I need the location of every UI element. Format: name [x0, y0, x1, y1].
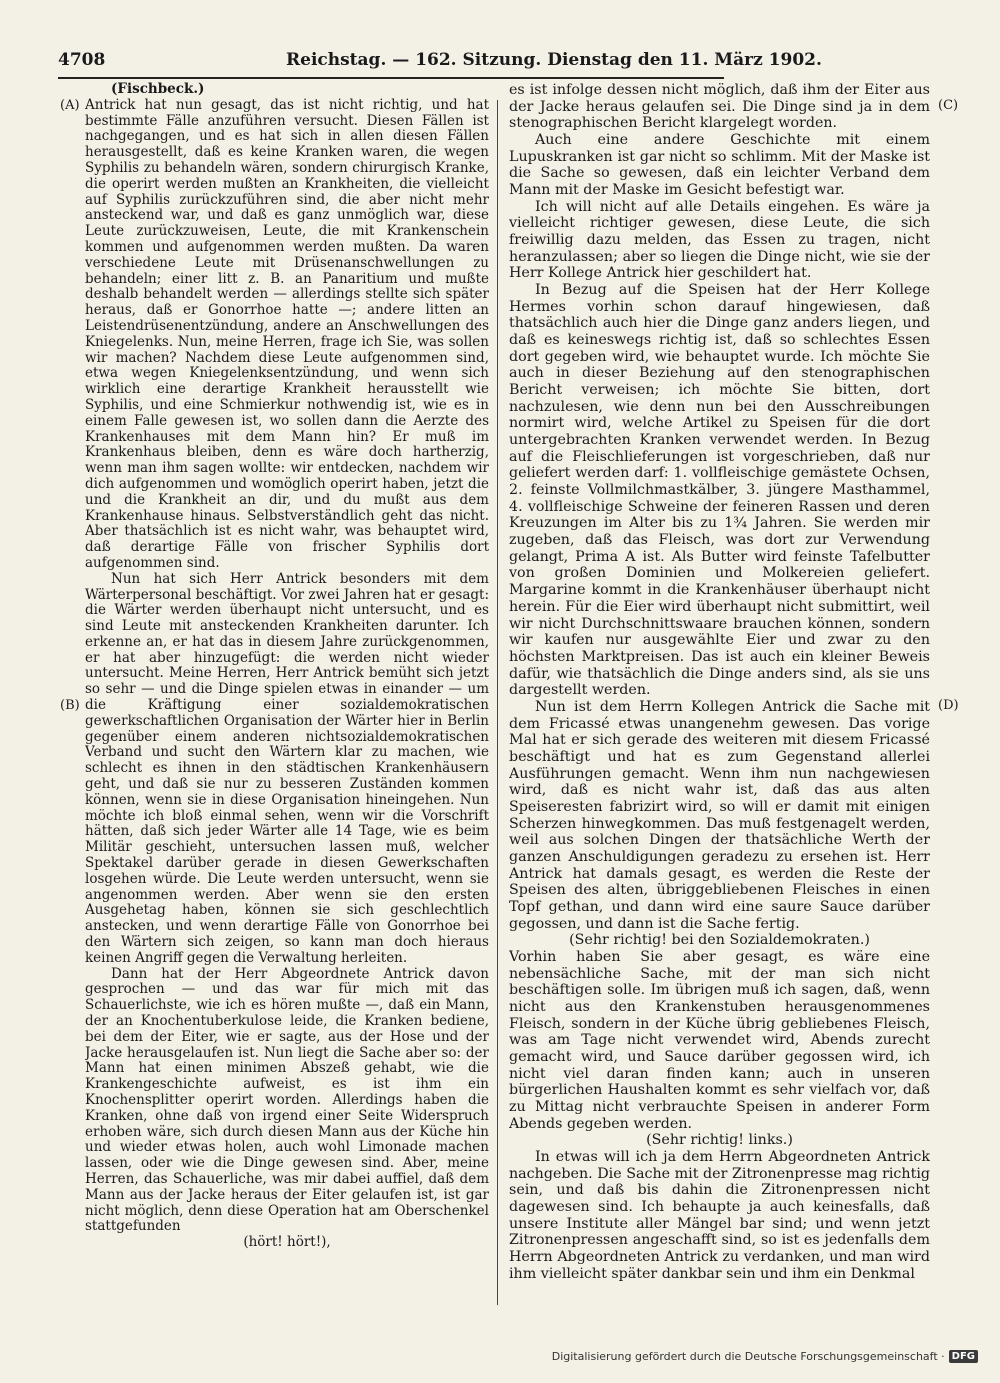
right-column — [509, 82, 930, 1303]
digitization-footer — [552, 1350, 978, 1363]
page-header — [58, 47, 822, 79]
paragraph: Antrick hat nun gesagt, das ist nicht richtig, und hat bestimmte Fälle anzuführen versucht. Diesen Fällen ist nachgegangen, und es hat sich in allen diesen Fällen herausgestellt, daß es keine Kranken waren, die wegen Syphilis zu behandeln wären, sondern chirurgisch Kranke, die operirt werden mußten an Krankheiten, die vielleicht auf Syphilis zurückzuführen sind, die aber nicht mehr ansteckend war, und daß es ganz unmöglich war, diese Leute zurückzuweisen, Leute, die mit Krankenschein kommen und aufgenommen werden mußten. Da waren verschiedene Leute mit Drüsenanschwellungen zu behandeln; einer litt z. B. an Panaritium und mußte deshalb behandelt werden — allerdings stellte sich später heraus, daß er Gonorrhoe hatte —; andere litten an Leistendrüsenentzündung, andere an Anschwellungen des Kniegelenks. Nun, meine Herren, frage ich Sie, was sollen wir machen? Nachdem diese Leute aufgenommen sind, etwa wegen Kniegelenksentzündung, und wenn sich wirklich eine derartige Krankheit herausstellt wie Syphilis, und eine Schmierkur nothwendig ist, wie es in einem Falle gewesen ist, wo sollen dann die Aerzte des Krankenhauses mit dem Mann hin? Er muß im Krankenhaus bleiben, denn es wäre doch hartherzig, wenn man ihm sagen wollte: wir entdecken, nachdem wir dich aufgenommen und womöglich operirt haben, jetzt die und die Krankheit an dir, und du mußt aus dem Krankenhause hinaus. Selbstverständlich geht das nicht. Aber thatsächlich ist es nicht wahr, was behauptet wird, daß derartige Fälle von frischer Syphilis dort aufgenommen sind. — [85, 96, 489, 571]
interjection: (Sehr richtig! links.) — [646, 1132, 793, 1149]
margin-marker-c: (C) — [938, 98, 959, 113]
interjection: (Sehr richtig! bei den Sozialdemokraten.) — [569, 932, 870, 949]
left-column — [85, 82, 489, 1303]
paragraph: Nun ist dem Herrn Kollegen Antrick die Sache mit dem Fricassé etwas unangenehm gewesen. Das vorige Mal hat er sich gerade des weiteren mit diesem Fricassé beschäftigt und hat es zum Gegenstand allerlei Ausführungen gemacht. Wenn ihm nun nachgewiesen wird, daß es nicht wahr ist, daß das aus alten Speiseresten fabrizirt wird, so will er damit mit einigen Scherzen hinwegkommen. Das muß festgenagelt werden, weil aus solchen Dingen der thatsächliche Werth der ganzen Anschuldigungen geradezu zu ersehen ist. Herr Antrick hat damals gesagt, es werden die Reste der Speisen des alten, übriggebliebenen Fleisches in einen Topf gethan, und dann wird eine saure Sauce darüber gegossen, und dann ist die Sache fertig. — [509, 698, 930, 932]
paragraph: In Bezug auf die Speisen hat der Herr Kollege Hermes vorhin schon darauf hingewiesen, daß thatsächlich auch hier die Dinge ganz anders liegen, und daß es keineswegs richtig ist, daß so schlechtes Essen dort gegeben wird, wie behauptet wurde. Ich möchte Sie auch in dieser Beziehung auf den stenographischen Bericht verweisen; ich möchte Sie bitten, dort nachzulesen, wie denn nun bei den Ausschreibungen normirt wird, welche Artikel zu Speisen für die dort untergebrachten Kranken verwendet werden. In Bezug auf die Fleischlieferungen ist vorgeschrieben, daß nur geliefert werden darf: 1. vollfleischige gemästete Ochsen, 2. feinste Vollmilchmastkälber, 3. jüngere Masthammel, 4. vollfleischige Schweine der feineren Rassen und deren Kreuzungen im Alter bis zu 1¾ Jahren. Sie werden mir zugeben, daß das Fleisch, was dort zur Verwendung gelangt, Prima A ist. Als Butter wird feinste Tafelbutter von großen Dominien und Molkereien geliefert. Margarine kommt in die Krankenhäuser überhaupt nicht herein. Für die Eier wird überhaupt nicht submittirt, weil wir nicht Durchschnittswaare brauchen können, sondern wir kaufen nur ausgewählte Eier und zwar zu den höchsten Marktpreisen. Das ist auch ein kleiner Beweis dafür, wie thatsächlich die Dinge anders sind, als sie uns dargestellt werden. — [509, 282, 930, 699]
paragraph: es ist infolge dessen nicht möglich, daß ihm der Eiter aus der Jacke heraus gelaufen sei. Die Dinge sind ja in dem stenographischen Bericht klargelegt worden. — [509, 82, 930, 132]
paragraph: Nun hat sich Herr Antrick besonders mit dem Wärterpersonal beschäftigt. Vor zwei Jahren hat er gesagt: die Wärter werden überhaupt nicht untersucht, und es sind Leute mit ansteckenden Krankheiten darunter. Ich erkenne an, er hat das in diesem Jahre zurückgenommen, er hat aber hinzugefügt: die werden nicht wieder untersucht. Meine Herren, Herr Antrick bemüht sich jetzt so sehr — und die Dinge spielen etwas in einander — um die Kräftigung einer sozialdemokratischen gewerkschaftlichen Organisation der Wärter hier in Berlin gegenüber einem anderen nichtsozialdemokratischen Verband und sucht den Wärtern klar zu machen, wie schlecht es ihnen in den städtischen Krankenhäusern geht, und daß sie nur zu besseren Zuständen kommen können, wenn sie in diese Organisation hineingehen. Nun möchte ich bloß einmal sehen, wenn wir die Vorschrift hätten, daß sich jeder Wärter alle 14 Tage, wie es beim Militär geschieht, untersuchen lassen muß, welcher Spektakel darüber gerade in diesen Gewerkschaften losgehen würde. Die Leute werden untersucht, wenn sie angenommen werden. Aber wenn sie den ersten Ausgehetag haben, können sie sich geschlechtlich anstecken, und wenn derartige Fälle von Gonorrhoe bei den Wärtern sich zeigen, so kann man doch hieraus keinen Angriff gegen die Verwaltung herleiten. — [85, 570, 489, 966]
margin-marker-a: (A) — [60, 98, 80, 113]
paragraph: Dann hat der Herr Abgeordnete Antrick davon gesprochen — und das war für mich mit das Schauerlichste, wie ich es hören mußte —, daß ein Mann, der an Knochentuberkulose leide, die Kranken bediene, bei dem der Eiter, wie er sagte, aus der Hose und der Jacke herausgelaufen ist. Nun liegt die Sache aber so: der Mann hat einen minimen Abszeß gehabt, wie die Krankengeschichte aufweist, es ist ihm ein Knochensplitter operirt worden. Allerdings haben die Kranken, ohne daß von irgend einer Seite Widerspruch erhoben wäre, sich durch diesen Mann aus der Küche hin und wieder etwas holen, auch wohl Limonade machen lassen, oder wie die Dinge gewesen sind. Aber, meine Herren, das Schauerliche, was mir dabei auffiel, daß dem Mann aus der Jacke heraus der Eiter gelaufen ist, ist gar nicht möglich, denn diese Operation hat am Oberschenkel stattgefunden — [85, 965, 489, 1235]
paragraph: Ich will nicht auf alle Details eingehen. Es wäre ja vielleicht richtiger gewesen, diese Leute, die sich freiwillig dazu melden, das Essen zu tragen, nicht heranzulassen; aber so liegen die Dinge nicht, wie sie der Herr Kollege Antrick hier geschildert hat. — [509, 198, 930, 282]
paragraph: In etwas will ich ja dem Herrn Abgeordneten Antrick nachgeben. Die Sache mit der Zitronenpresse mag richtig sein, und daß bis dahin die Zitronenpressen nicht dagewesen sind. Ich behaupte ja auch keinesfalls, daß unsere Institute aller Mängel bar sind; und wenn jetzt Zitronenpressen angeschafft sind, so ist es jedenfalls dem Herrn Abgeordneten Antrick zu verdanken, und man wird ihm vielleicht später dankbar sein und ihm ein Denkmal — [509, 1149, 930, 1282]
paragraph: Vorhin haben Sie aber gesagt, es wäre eine nebensächliche Sache, mit der man sich nicht beschäftigen solle. Im übrigen muß ich sagen, daß, wenn nicht aus den Krankenstuben herausgenommenes Fleisch, sondern in der Küche übrig gebliebenes Fleisch, was am Tage nicht verwendet wird, Abends zurecht gemacht wird, und Sauce darüber gegossen wird, ich nicht viel daran finden kann; auch in unseren bürgerlichen Haushalten kommt es sehr vielfach vor, daß zu Mittag nicht verbrauchte Speisen in anderer Form Abends gegeben werden. — [509, 948, 930, 1132]
paragraph: Auch eine andere Geschichte mit einem Lupuskranken ist gar nicht so schlimm. Mit der Maske ist die Sache so gewesen, daß ein leichter Verband dem Mann mit der Maske im Gesicht befestigt war. — [509, 132, 930, 199]
page-number: 4708 — [58, 50, 106, 70]
margin-marker-b: (B) — [60, 698, 80, 713]
dfg-logo: DFG — [949, 1350, 978, 1363]
speaker-label: (Fischbeck.) — [111, 82, 205, 97]
column-divider — [497, 100, 498, 1305]
footer-text: Digitalisierung gefördert durch die Deutsche Forschungsgemeinschaft · — [551, 1350, 945, 1363]
margin-marker-d: (D) — [938, 698, 959, 713]
running-head: Reichstag. — 162. Sitzung. Dienstag den 11. März 1902. — [286, 50, 822, 70]
interjection: (hört! hört!), — [243, 1234, 331, 1251]
